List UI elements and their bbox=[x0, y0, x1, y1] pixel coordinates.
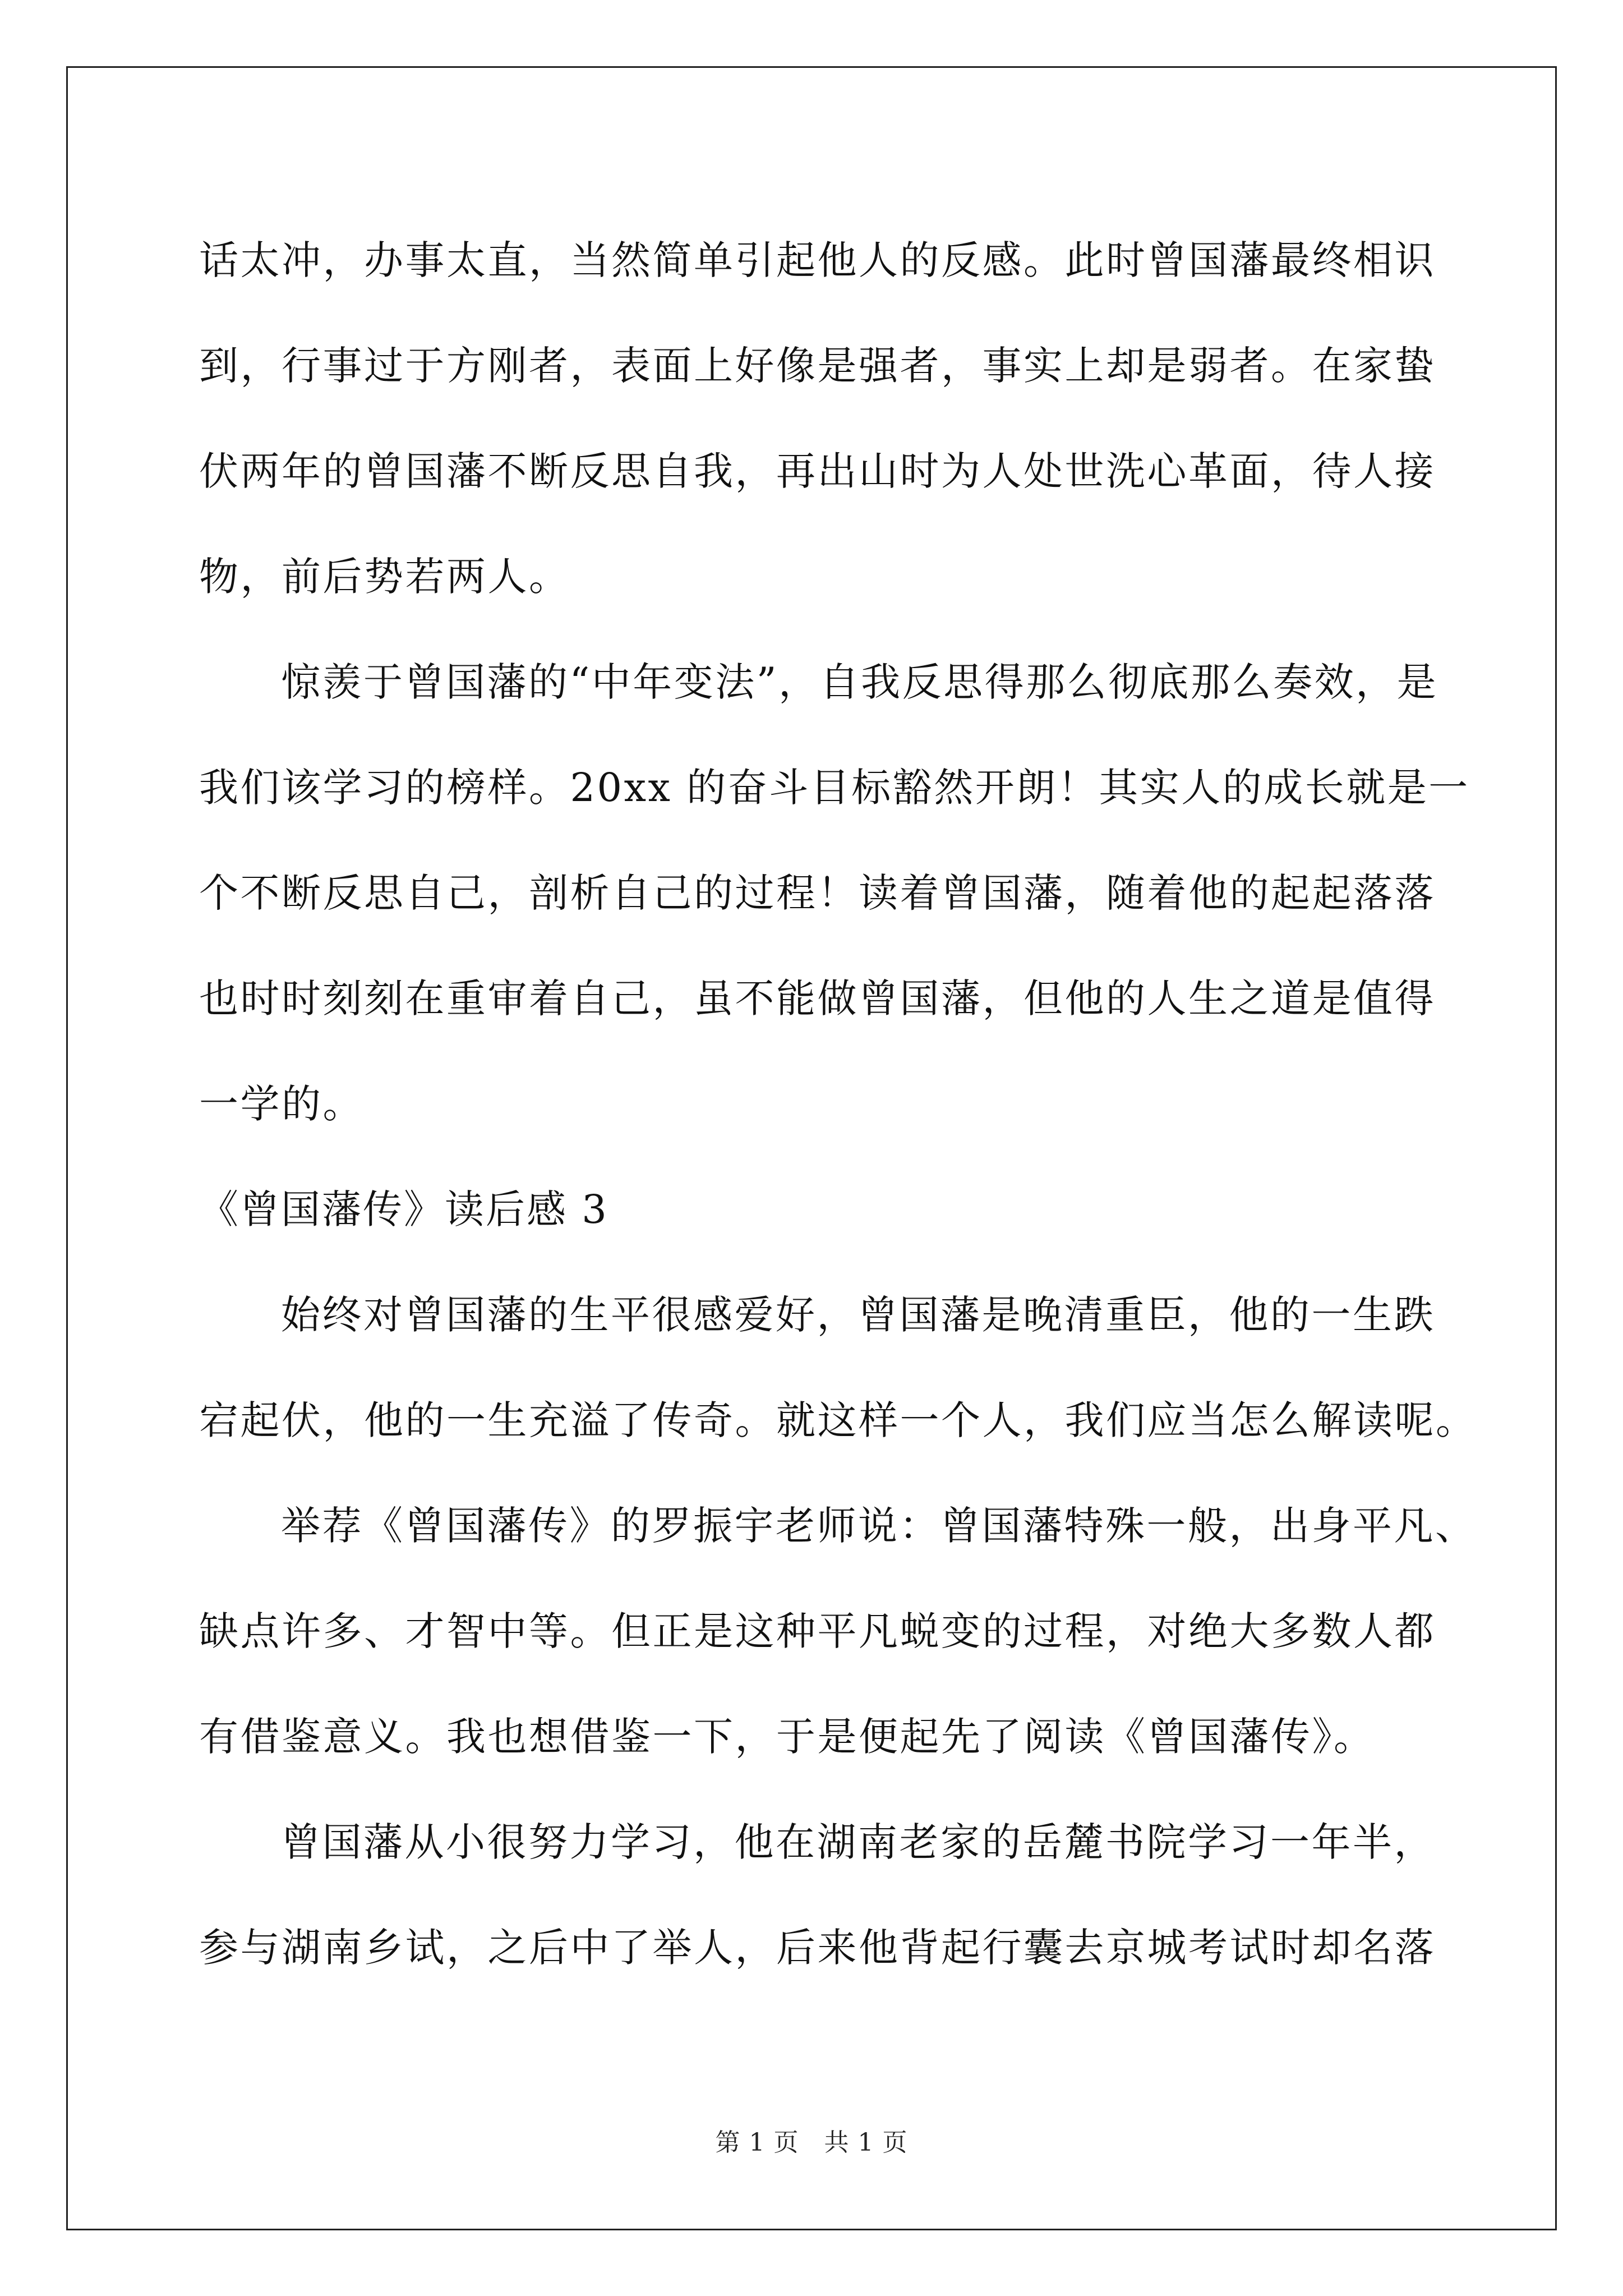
text-line: 惊羡于曾国藩的“中年变法”，自我反思得那么彻底那么奏效，是 bbox=[281, 659, 1438, 705]
text-line: 举荐《曾国藩传》的罗振宇老师说：曾国藩特殊一般，出身平凡、 bbox=[281, 1503, 1477, 1549]
text-line: 个不断反思自己，剖析自己的过程！读着曾国藩，随着他的起起落落 bbox=[199, 870, 1436, 916]
text-line: 我们该学习的榜样。20xx 的奋斗目标豁然开朗！其实人的成长就是一 bbox=[199, 765, 1470, 811]
text-line: 话太冲，办事太直，当然简单引起他人的反感。此时曾国藩最终相识 bbox=[199, 237, 1436, 283]
text-line: 宕起伏，他的一生充溢了传奇。就这样一个人，我们应当怎么解读呢。 bbox=[199, 1397, 1477, 1443]
text-line: 物，前后势若两人。 bbox=[199, 554, 570, 600]
current-page-label: 第 1 页 bbox=[715, 2128, 799, 2157]
document-body bbox=[199, 208, 1477, 2000]
text-line: 曾国藩从小很努力学习，他在湖南老家的岳麓书院学习一年半， bbox=[281, 1819, 1435, 1865]
text-line: 一学的。 bbox=[199, 1081, 364, 1127]
total-pages-label: 共 1 页 bbox=[824, 2128, 908, 2157]
text-line: 有借鉴意义。我也想借鉴一下，于是便起先了阅读《曾国藩传》。 bbox=[199, 1714, 1375, 1760]
text-line: 参与湖南乡试，之后中了举人，后来他背起行囊去京城考试时却名落 bbox=[199, 1925, 1436, 1971]
text-line: 也时时刻刻在重审着自己，虽不能做曾国藩，但他的人生之道是值得 bbox=[199, 976, 1436, 1022]
text-line: 缺点许多、才智中等。但正是这种平凡蜕变的过程，对绝大多数人都 bbox=[199, 1608, 1436, 1654]
page-footer bbox=[0, 2126, 1623, 2160]
text-line: 伏两年的曾国藩不断反思自我，再出山时为人处世洗心革面，待人接 bbox=[199, 448, 1436, 494]
text-line: 到，行事过于方刚者，表面上好像是强者，事实上却是弱者。在家蛰 bbox=[199, 343, 1436, 389]
section-heading: 《曾国藩传》读后感 3 bbox=[199, 1186, 608, 1232]
text-line: 始终对曾国藩的生平很感爱好，曾国藩是晚清重臣，他的一生跌 bbox=[281, 1292, 1435, 1338]
